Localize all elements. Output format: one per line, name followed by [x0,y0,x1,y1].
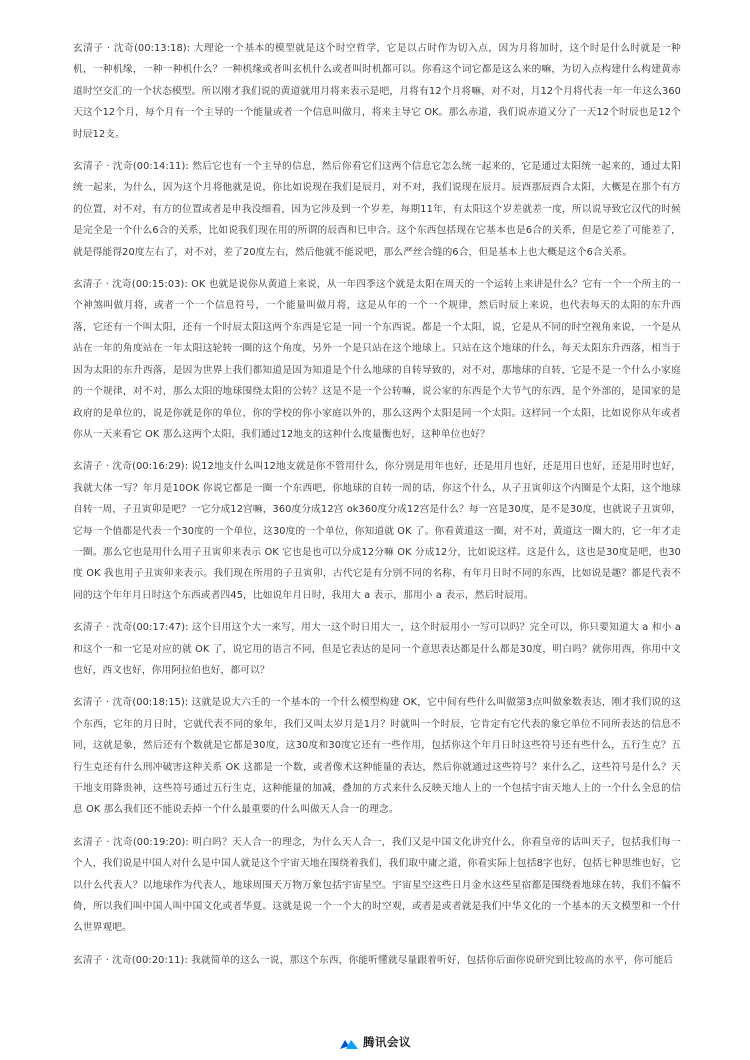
transcript-paragraph: 玄清子 · 沈奇(00:18:15): 这就是说大六壬的一个基本的一个什么模型构建 OK，它中间有些什么叫做第3点叫做象数表达，刚才我们说的这个东西，它年的月日时，它就代表不同的象年，我们又叫太岁月是1月？时就叫一个时辰，它肯定有它代表的象它单位不同所表达的信息不同，这就是象，然后还有个数就是它都是30度，这30度和30度它还有一些作用，包括你这个年月日时这些符号还有些什么，五行生克？五行生克还有什么刑冲破害这种关系 OK 这都是一个数，或者像术这种能量的表达，然后你就通过这些符号？来什么乙，这些符号是什么？天干地支用降贵神，这些符号通过五行生克，这种能量的加减，叠加的方式来什么反映天地人上的一个包括宇宙天地人上的一个什么全息的信息 OK 那么我们还不能说丢掉一个什么最重要的什么叫做天人合一的理念。 [73,697,681,816]
transcript-paragraph: 玄清子 · 沈奇(00:16:29): 说12地支什么叫12地支就是你不管用什么，你分别是用年也好，还是用月也好，还是用日也好，还是用时也好，我就大体一写？年月是10OK 你说它都是一圈一个东西吧，你地球的自转一周的话，你这个什么，从子丑寅卯这个内圈是个太阳，这个地球自转一周，子丑寅卯是吧？一它分成12宫嘛，360度分成12宫 ok360度分成12宫是什么？每一宫是30度，是不是30度，也就说子丑寅卯，它每一个值都是代表一个30度的一个单位，这30度的一个单位，你知道就 OK 了。你看黄道这一圈，对不对，黄道这一圈大的，它一年才走一圈。那么它也是用什么用子丑寅卯来表示 OK 它也是也可以分成12分嘛 OK 分成12分，比如说这样。这是什么，这也是30度是吧，也30度 OK 我也用子丑寅卯来表示。我们现在所用的子丑寅卯，古代它是有分别不同的名称，有年月日时不同的东西，比如说是趣？都是代表不同的这个年年月日时这个东西或者四45，比如说年月日时，我用大 a 表示，那用小 a 表示，然后时辰用。 [73,461,681,601]
transcript-paragraph: 玄清子 · 沈奇(00:20:11): 我就简单的这么一说，那这个东西，你能听懂就尽量跟着听好，包括你后面你说研究到比较高的水平，你可能后 [73,954,674,966]
brand-name: 腾讯会议 [363,1035,411,1049]
page-footer [0,1030,750,1054]
transcript-body [73,38,681,982]
transcript-paragraph: 玄清子 · 沈奇(00:19:20): 明白吗？天人合一的理念，为什么天人合一，我们又是中国文化讲究什么，你看皇帝的话叫天子，包括我们每一个人，我们说是中国人对什么是中国人就是这个宇宙天地在围绕着我们，我们取中庸之道，你看实际上包括8字也好，包括七种思维也好，它以什么代表人？以地球作为代表人，地球周围天万物万象包括宇宙星空。宇宙星空这些日月金水这些星宿都是围绕着地球在转，我们不偏不倚，所以我们叫中国人叫中国文化或者华夏。这就是说一个一个大的时空观，或者是或者就是我们中华文化的一个基本的天文模型和一个什么世界观吧。 [73,836,681,934]
transcript-paragraph: 玄清子 · 沈奇(00:15:03): OK 也就是说你从黄道上来说，从一年四季这个就是太阳在周天的一个运转上来讲是什么？它有一个一个所主的一个神煞叫做月将，或者一个一个信息符号，一个能量叫做月将，这是从年的一个一个规律，然后时辰上来说，也代表每天的太阳的东升西落，它还有一个叫太阳，还有一个时辰太阳这两个东西是它是一同一个东西说。都是一个太阳，说，它是从不同的时空视角来说，一个是从站在一年的角度站在一年太阳这轮转一圈的这个角度，另外一个是只站在这个地球上。只站在这个地球的什么，每天太阳东升西落，相当于因为太阳的东升西落，是因为世界上我们都知道是因为知道是个什么地球的自转导致的，对不对，那地球的自转，它是不是一个什么小家庭的一个规律，对不对，那么太阳的地球围绕太阳的公转？这是不是一个公转嘛，说公家的东西是个大节气的东西，是个外部的，是国家的是政府的是单位的，说是你就是你的单位，你的学校的你小家庭以外的，那么这两个太阳是同一个太阳。这样同一个太阳，比如说你从年或者你从一天来看它 OK 那么这两个太阳，我们通过12地支的这种什么度量衡也好，这种单位也好？ [73,279,681,440]
transcript-paragraph: 玄清子 · 沈奇(00:13:18): 大理论一个基本的模型就是这个时空哲学，它是以占时作为切入点，因为月将加时，这个时是什么时就是一种机，一种机缘，一种一种机什么？一种机缘或者叫玄机什么或者叫时机都可以。你看这个词它都是这么来的嘛，为切入点构建什么构建黄赤道时空交汇的一个状态模型。所以刚才我们说的黄道就用月将来表示是吧，月将有12个月将嘛，对不对，月12个月将代表一年一年这么360天这个12个月，每个月有一个主导的一个能量或者一个信息叫做月，将来主导它 OK。那么赤道，我们说赤道又分了一天12个时辰也是12个时辰12支。 [73,43,681,140]
transcript-paragraph: 玄清子 · 沈奇(00:17:47): 这个日用这个大一来写，用大一这个时日用大一，这个时辰用小一写可以吗？完全可以，你只要知道大 a 和小 a 和这个一和一它是对应的就 OK 了，说它用的语言不同，但是它表达的是同一个意思表达都是什么都是30度，明白吗？就你用西，你用中文也好，西文也好，你用阿拉伯也好，都可以？ [73,622,681,676]
transcript-paragraph: 玄清子 · 沈奇(00:14:11): 然后它也有一个主导的信息，然后你看它们这两个信息它怎么统一起来的，它是通过太阳统一起来的，通过太阳统一起来，为什么，因为这个月将他就是说，你比如说现在我们是辰月，对不对，我们说现在辰月。辰酉那辰酉合太阳，大概是在那个有方的位置，对不对，有方的位置或者是申我没细看，因为它涉及到一个岁差，每期11年，有太阳这个岁差就差一度，所以说导致它汉代的时候是完全是一个什么6合的关系，比如说我们现在用的所谓的辰酉和巳申合。这个东西包括现在它基本也是6合的关系，但是它差了可能差了，就是得能得20度左右了，对不对，差了20度左右，然后他就不能说吧，那么严丝合缝的6合，但是基本上也大概是这个6合关系。 [73,161,681,258]
tencent-meeting-logo-icon [339,1036,359,1049]
